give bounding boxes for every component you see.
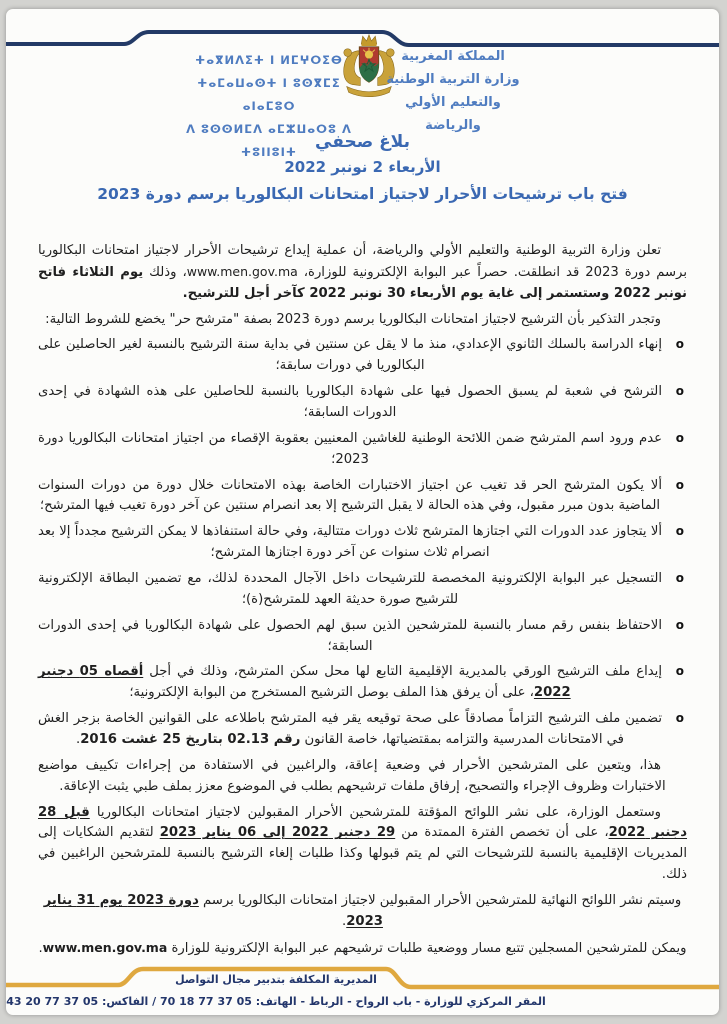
portal-url: www.men.gov.ma xyxy=(186,263,298,279)
paragraph xyxy=(38,938,687,960)
text-segment: الاحتفاظ بنفس رقم مسار بالنسبة للمترشحين الذين سبق لهم الحصول على شهادة البكالوريا في إحدى الدورات السابقة؛ xyxy=(38,617,662,654)
paragraph xyxy=(38,241,687,305)
footer-directorate: المديرية المكلفة بتدبير مجال التواصل xyxy=(175,973,377,986)
text-segment: ألا يتجاوز عدد الدورات التي اجتازها المترشح ثلاث دورات متتالية، وفي حالة استنفاذها لا يمكن الترشيح مجدداً إلا بعد انصرام ثلاث سنوات عن آخر دورة اجتازها المترشح؛ xyxy=(38,524,662,561)
paragraph xyxy=(38,756,687,798)
text-segment: وستعمل الوزارة، على نشر اللوائح المؤقتة للمترشحين الأحرار المقبولين لاجتياز امتحانات البكالوريا xyxy=(89,804,661,820)
ministry-name-arabic xyxy=(378,45,528,137)
text-segment: . xyxy=(38,940,43,956)
footer xyxy=(6,971,546,1011)
text-segment: يوم الثلاثاء فاتح نونبر 2022 وستستمر إلى غاية يوم الأربعاء 30 نونبر 2022 كآخر أجل للترشيح. xyxy=(38,264,687,301)
paragraph xyxy=(38,310,687,331)
paragraph xyxy=(38,891,687,933)
text-segment: . xyxy=(76,732,81,748)
text-segment: رقم 02.13 بتاريخ 25 غشت 2016 xyxy=(80,732,301,748)
condition-item xyxy=(38,382,687,424)
text-segment: ، على أن تخصص الفترة الممتدة من xyxy=(395,825,609,841)
text-segment: الترشح في شعبة لم يسبق الحصول فيها على شهادة البكالوريا بالنسبة للحاصلين على هذه الشهادة في إحدى الدورات السابقة؛ xyxy=(38,384,662,421)
footer-address-phone: المقر المركزي للوزارة - باب الرواح - الرباط - الهاتف: 05 37 77 18 70 / الفاكس: 05 37 77 20 43 xyxy=(6,995,546,1008)
condition-item xyxy=(38,662,687,704)
tifinagh-line: ⵜⴰⴳⵍⴷⵉⵜ ⵏ ⵍⵎⵖⵔⵉⴱ xyxy=(195,53,343,67)
condition-item xyxy=(38,335,687,377)
page-title: فتح باب ترشيحات الأحرار لاجتياز امتحانات البكالوريا برسم دورة 2023 xyxy=(97,185,628,203)
condition-item xyxy=(38,522,687,564)
document-title-block xyxy=(6,129,719,208)
conditions-list xyxy=(38,335,687,750)
kingdom-name: المملكة المغربية xyxy=(401,49,505,64)
text-segment: وسيتم نشر اللوائح النهائية للمترشحين الأحرار المقبولين لاجتياز امتحانات البكالوريا برسم xyxy=(198,893,682,909)
text-segment: إنهاء الدراسة بالسلك الثانوي الإعدادي، منذ ما لا يقل عن سنتين في بداية سنة الترشيح بالنسبة لغير الحاصلين على البكالوريا في دورات سابقة؛ xyxy=(38,337,662,374)
ministry-name-line: والتعليم الأولي والرياضة xyxy=(405,95,501,133)
text-segment: التسجيل عبر البوابة الإلكترونية المخصصة للترشيحات داخل الآجال المحددة لذلك، مع تضمين البطاقة الإلكترونية للترشيح صورة حديثة العهد للمترشح(ة)؛ xyxy=(38,571,662,607)
condition-item xyxy=(38,709,687,751)
condition-item xyxy=(38,476,687,518)
text-segment: هذا، ويتعين على المترشحين الأحرار في وضعية إعاقة، والراغبين في الاستفادة من إجراءات تكييف مواضيع الاختبارات وظروف الإجراء والتصحيح، إرفاق ملفات ترشيحهم بطلب في الموضوع معزز بملف طبي يثبت الإعاقة. xyxy=(38,757,666,794)
text-segment: أقصاه 05 دجنبر 2022 xyxy=(38,664,571,701)
release-date: الأربعاء 2 نونبر 2022 xyxy=(284,158,441,176)
text-segment: قبل 28 دجنبر 2022 xyxy=(38,804,688,841)
text-segment: ويمكن للمترشحين المسجلين تتبع مسار ووضعية طلبات ترشيحهم عبر البوابة الإلكترونية للوزارة xyxy=(167,940,687,956)
tifinagh-line: ⴷ ⵓⵙⵙⵍⵎⴷ ⴰⵎⵣⵡⴰⵔⵓ ⴷ ⵜⵓⵏⵏⵓⵏⵜ xyxy=(186,122,352,159)
text-segment: وتجدر التذكير بأن الترشيح لاجتياز امتحانات البكالوريا برسم دورة 2023 بصفة "مترشح حر" يخضع للشروط التالية: xyxy=(45,311,661,327)
text-segment: تعلن وزارة التربية الوطنية والتعليم الأولي والرياضة، أن عملية إيداع ترشيحات الأحرار لاجتياز امتحانات البكالوريا برسم دورة 2023 قد انطلقت. حصراً عبر البوابة الإلكترونية للوزارة، xyxy=(38,243,688,280)
paragraph xyxy=(38,803,687,886)
text-segment: ، على أن يرفق هذا الملف بوصل الترشيح المستخرج من البوابة الإلكترونية؛ xyxy=(129,685,534,701)
text-segment: إيداع ملف الترشيح الورقي بالمديرية الإقليمية التابع لها محل سكن المترشح، وذلك في أجل xyxy=(143,664,662,680)
text-segment: تضمين ملف الترشيح التزاماً مصادقاً على صحة توقيعه يقر فيه المترشح باطلاعه على القوانين الخاصة بزجر الغش في الامتحانات المدرسية والتزامه بمقتضياتها، خاصة القانون xyxy=(38,711,662,748)
portal-url: www.men.gov.ma xyxy=(42,939,168,955)
text-segment: ألا يكون المترشح الحر قد تغيب عن اجتياز الاختبارات الخاصة بهذه الامتحانات خلال دورة من دورات السنوات الماضية بدون مبرر مقبول، وفي هذه الحالة لا يقبل الترشيح إلا بعد انصرام سنتين عن آخر دورة تغيب فيها المترشح؛ xyxy=(38,477,662,514)
text-segment: 29 دجنبر 2022 إلى 06 يناير 2023 xyxy=(159,825,396,841)
text-segment: . xyxy=(342,913,347,929)
tifinagh-line: ⵜⴰⵎⴰⵡⴰⵙⵜ ⵏ ⵓⵙⴳⵎⵉ ⴰⵏⴰⵎⵓⵔ xyxy=(197,76,341,113)
condition-item xyxy=(38,569,687,611)
text-segment: عدم ورود اسم المترشح ضمن اللائحة الوطنية للغاشين المعنيين بعقوبة الإقصاء من اجتياز امتحانات البكالوريا دورة 2023؛ xyxy=(38,430,662,467)
ministry-name-line: وزارة التربية الوطنية xyxy=(386,72,520,87)
document-page xyxy=(6,9,719,1015)
text-segment: دورة 2023 يوم 31 يناير 2023 xyxy=(43,893,383,929)
document-body xyxy=(38,241,687,965)
condition-item xyxy=(38,429,687,471)
press-release-label: بلاغ صحفي xyxy=(315,132,410,152)
text-segment: لتقديم الشكايات إلى المديريات الإقليمية بالنسبة للترشيحات التي لم يتم قبولها وكذا طلبات إلغاء الترشيح بالنسبة للمترشحين الراغبين في ذلك. xyxy=(38,825,687,883)
text-segment: ، وذلك xyxy=(143,264,187,280)
condition-item xyxy=(38,616,687,658)
